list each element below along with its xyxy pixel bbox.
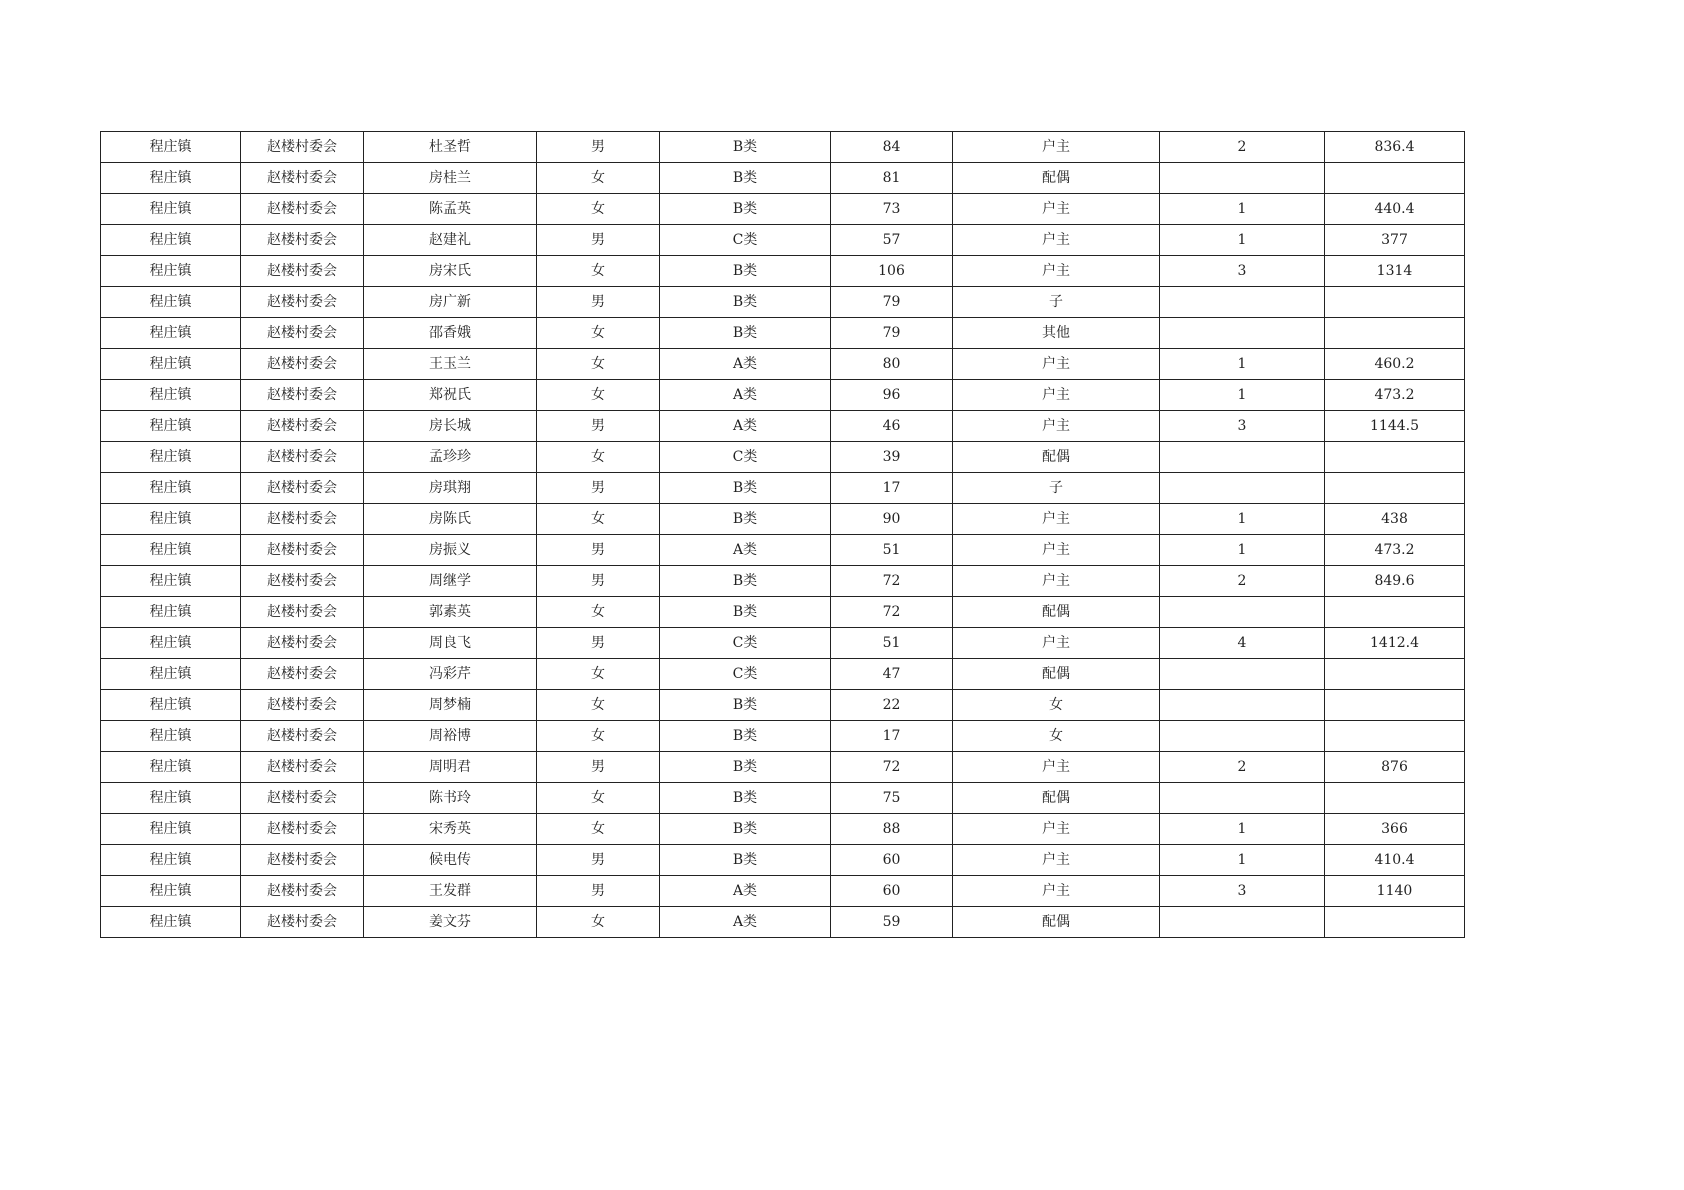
age-cell: 39 [831, 442, 953, 473]
household-size-cell: 3 [1160, 876, 1325, 907]
town-cell: 程庄镇 [101, 194, 241, 225]
household-size-cell: 2 [1160, 752, 1325, 783]
name-cell: 房陈氏 [364, 504, 537, 535]
village-cell: 赵楼村委会 [241, 318, 364, 349]
table-row [101, 473, 1465, 504]
gender-cell: 女 [537, 907, 660, 938]
table-row [101, 256, 1465, 287]
table-body [101, 132, 1465, 938]
gender-cell: 男 [537, 628, 660, 659]
amount-cell: 410.4 [1325, 845, 1465, 876]
village-cell: 赵楼村委会 [241, 814, 364, 845]
amount-cell [1325, 163, 1465, 194]
name-cell: 房桂兰 [364, 163, 537, 194]
household-size-cell: 3 [1160, 411, 1325, 442]
relation-cell: 配偶 [953, 442, 1160, 473]
category-cell: C类 [660, 442, 831, 473]
name-cell: 周梦楠 [364, 690, 537, 721]
town-cell: 程庄镇 [101, 814, 241, 845]
village-cell: 赵楼村委会 [241, 566, 364, 597]
household-size-cell: 1 [1160, 535, 1325, 566]
gender-cell: 女 [537, 163, 660, 194]
amount-cell: 438 [1325, 504, 1465, 535]
age-cell: 79 [831, 318, 953, 349]
relation-cell: 户主 [953, 349, 1160, 380]
age-cell: 22 [831, 690, 953, 721]
amount-cell [1325, 690, 1465, 721]
relation-cell: 户主 [953, 225, 1160, 256]
table-row [101, 566, 1465, 597]
amount-cell: 1144.5 [1325, 411, 1465, 442]
village-cell: 赵楼村委会 [241, 380, 364, 411]
name-cell: 杜圣哲 [364, 132, 537, 163]
town-cell: 程庄镇 [101, 690, 241, 721]
relation-cell: 户主 [953, 628, 1160, 659]
age-cell: 17 [831, 473, 953, 504]
village-cell: 赵楼村委会 [241, 256, 364, 287]
beneficiary-table [100, 131, 1465, 938]
age-cell: 46 [831, 411, 953, 442]
town-cell: 程庄镇 [101, 411, 241, 442]
household-size-cell [1160, 318, 1325, 349]
household-size-cell: 1 [1160, 380, 1325, 411]
gender-cell: 女 [537, 783, 660, 814]
age-cell: 72 [831, 597, 953, 628]
name-cell: 房琪翔 [364, 473, 537, 504]
amount-cell: 1314 [1325, 256, 1465, 287]
category-cell: C类 [660, 628, 831, 659]
village-cell: 赵楼村委会 [241, 287, 364, 318]
name-cell: 宋秀英 [364, 814, 537, 845]
town-cell: 程庄镇 [101, 318, 241, 349]
relation-cell: 户主 [953, 845, 1160, 876]
name-cell: 王玉兰 [364, 349, 537, 380]
age-cell: 106 [831, 256, 953, 287]
town-cell: 程庄镇 [101, 225, 241, 256]
table-row [101, 380, 1465, 411]
age-cell: 72 [831, 752, 953, 783]
category-cell: B类 [660, 690, 831, 721]
household-size-cell [1160, 690, 1325, 721]
amount-cell [1325, 783, 1465, 814]
name-cell: 姜文芬 [364, 907, 537, 938]
household-size-cell [1160, 659, 1325, 690]
relation-cell: 户主 [953, 535, 1160, 566]
table-row [101, 597, 1465, 628]
town-cell: 程庄镇 [101, 473, 241, 504]
name-cell: 王发群 [364, 876, 537, 907]
amount-cell [1325, 659, 1465, 690]
town-cell: 程庄镇 [101, 256, 241, 287]
village-cell: 赵楼村委会 [241, 628, 364, 659]
village-cell: 赵楼村委会 [241, 411, 364, 442]
relation-cell: 户主 [953, 132, 1160, 163]
age-cell: 57 [831, 225, 953, 256]
village-cell: 赵楼村委会 [241, 194, 364, 225]
relation-cell: 户主 [953, 504, 1160, 535]
household-size-cell: 2 [1160, 566, 1325, 597]
category-cell: A类 [660, 411, 831, 442]
gender-cell: 男 [537, 876, 660, 907]
household-size-cell [1160, 721, 1325, 752]
table-row [101, 349, 1465, 380]
amount-cell [1325, 442, 1465, 473]
amount-cell: 460.2 [1325, 349, 1465, 380]
amount-cell: 876 [1325, 752, 1465, 783]
name-cell: 房长城 [364, 411, 537, 442]
gender-cell: 女 [537, 690, 660, 721]
category-cell: B类 [660, 845, 831, 876]
town-cell: 程庄镇 [101, 783, 241, 814]
name-cell: 周裕博 [364, 721, 537, 752]
household-size-cell [1160, 473, 1325, 504]
table-row [101, 907, 1465, 938]
village-cell: 赵楼村委会 [241, 349, 364, 380]
household-size-cell: 1 [1160, 194, 1325, 225]
age-cell: 81 [831, 163, 953, 194]
age-cell: 17 [831, 721, 953, 752]
age-cell: 51 [831, 628, 953, 659]
name-cell: 冯彩芹 [364, 659, 537, 690]
relation-cell: 女 [953, 721, 1160, 752]
category-cell: B类 [660, 256, 831, 287]
village-cell: 赵楼村委会 [241, 907, 364, 938]
gender-cell: 女 [537, 721, 660, 752]
household-size-cell: 1 [1160, 814, 1325, 845]
town-cell: 程庄镇 [101, 535, 241, 566]
village-cell: 赵楼村委会 [241, 535, 364, 566]
relation-cell: 户主 [953, 876, 1160, 907]
category-cell: B类 [660, 504, 831, 535]
town-cell: 程庄镇 [101, 380, 241, 411]
table-row [101, 783, 1465, 814]
town-cell: 程庄镇 [101, 907, 241, 938]
village-cell: 赵楼村委会 [241, 132, 364, 163]
category-cell: C类 [660, 225, 831, 256]
table-row [101, 876, 1465, 907]
town-cell: 程庄镇 [101, 721, 241, 752]
name-cell: 郭素英 [364, 597, 537, 628]
village-cell: 赵楼村委会 [241, 597, 364, 628]
amount-cell: 440.4 [1325, 194, 1465, 225]
town-cell: 程庄镇 [101, 163, 241, 194]
village-cell: 赵楼村委会 [241, 504, 364, 535]
table-row [101, 535, 1465, 566]
relation-cell: 户主 [953, 566, 1160, 597]
gender-cell: 女 [537, 380, 660, 411]
relation-cell: 户主 [953, 194, 1160, 225]
age-cell: 75 [831, 783, 953, 814]
gender-cell: 女 [537, 814, 660, 845]
category-cell: B类 [660, 473, 831, 504]
table-row [101, 690, 1465, 721]
age-cell: 72 [831, 566, 953, 597]
table-row [101, 225, 1465, 256]
town-cell: 程庄镇 [101, 566, 241, 597]
household-size-cell: 3 [1160, 256, 1325, 287]
age-cell: 51 [831, 535, 953, 566]
gender-cell: 女 [537, 318, 660, 349]
village-cell: 赵楼村委会 [241, 721, 364, 752]
village-cell: 赵楼村委会 [241, 845, 364, 876]
table-row [101, 442, 1465, 473]
household-size-cell: 2 [1160, 132, 1325, 163]
name-cell: 赵建礼 [364, 225, 537, 256]
category-cell: B类 [660, 814, 831, 845]
table-row [101, 194, 1465, 225]
name-cell: 郑祝氏 [364, 380, 537, 411]
amount-cell: 377 [1325, 225, 1465, 256]
relation-cell: 配偶 [953, 659, 1160, 690]
household-size-cell: 4 [1160, 628, 1325, 659]
age-cell: 96 [831, 380, 953, 411]
category-cell: B类 [660, 721, 831, 752]
table-row [101, 132, 1465, 163]
name-cell: 陈孟英 [364, 194, 537, 225]
relation-cell: 子 [953, 287, 1160, 318]
category-cell: B类 [660, 597, 831, 628]
table-row [101, 504, 1465, 535]
gender-cell: 男 [537, 473, 660, 504]
table-row [101, 814, 1465, 845]
gender-cell: 女 [537, 442, 660, 473]
household-size-cell: 1 [1160, 349, 1325, 380]
relation-cell: 配偶 [953, 907, 1160, 938]
category-cell: B类 [660, 132, 831, 163]
household-size-cell [1160, 442, 1325, 473]
gender-cell: 男 [537, 535, 660, 566]
village-cell: 赵楼村委会 [241, 225, 364, 256]
relation-cell: 户主 [953, 380, 1160, 411]
name-cell: 周继学 [364, 566, 537, 597]
amount-cell: 366 [1325, 814, 1465, 845]
relation-cell: 户主 [953, 256, 1160, 287]
relation-cell: 配偶 [953, 597, 1160, 628]
name-cell: 房振义 [364, 535, 537, 566]
town-cell: 程庄镇 [101, 287, 241, 318]
village-cell: 赵楼村委会 [241, 659, 364, 690]
age-cell: 80 [831, 349, 953, 380]
amount-cell [1325, 473, 1465, 504]
gender-cell: 男 [537, 566, 660, 597]
relation-cell: 其他 [953, 318, 1160, 349]
town-cell: 程庄镇 [101, 628, 241, 659]
amount-cell: 849.6 [1325, 566, 1465, 597]
age-cell: 79 [831, 287, 953, 318]
table-row [101, 721, 1465, 752]
name-cell: 孟珍珍 [364, 442, 537, 473]
amount-cell: 836.4 [1325, 132, 1465, 163]
name-cell: 周明君 [364, 752, 537, 783]
amount-cell: 1140 [1325, 876, 1465, 907]
table-row [101, 411, 1465, 442]
table-row [101, 287, 1465, 318]
relation-cell: 女 [953, 690, 1160, 721]
amount-cell: 473.2 [1325, 380, 1465, 411]
gender-cell: 男 [537, 845, 660, 876]
gender-cell: 男 [537, 752, 660, 783]
amount-cell [1325, 907, 1465, 938]
age-cell: 47 [831, 659, 953, 690]
name-cell: 邵香娥 [364, 318, 537, 349]
relation-cell: 子 [953, 473, 1160, 504]
amount-cell [1325, 721, 1465, 752]
category-cell: A类 [660, 907, 831, 938]
relation-cell: 户主 [953, 814, 1160, 845]
gender-cell: 女 [537, 349, 660, 380]
gender-cell: 女 [537, 194, 660, 225]
household-size-cell: 1 [1160, 845, 1325, 876]
category-cell: B类 [660, 783, 831, 814]
category-cell: A类 [660, 535, 831, 566]
gender-cell: 女 [537, 659, 660, 690]
village-cell: 赵楼村委会 [241, 876, 364, 907]
town-cell: 程庄镇 [101, 752, 241, 783]
amount-cell [1325, 287, 1465, 318]
age-cell: 59 [831, 907, 953, 938]
category-cell: A类 [660, 380, 831, 411]
category-cell: C类 [660, 659, 831, 690]
village-cell: 赵楼村委会 [241, 752, 364, 783]
village-cell: 赵楼村委会 [241, 163, 364, 194]
name-cell: 候电传 [364, 845, 537, 876]
age-cell: 88 [831, 814, 953, 845]
household-size-cell: 1 [1160, 504, 1325, 535]
relation-cell: 配偶 [953, 783, 1160, 814]
gender-cell: 女 [537, 256, 660, 287]
category-cell: B类 [660, 194, 831, 225]
age-cell: 90 [831, 504, 953, 535]
table-row [101, 659, 1465, 690]
amount-cell: 1412.4 [1325, 628, 1465, 659]
town-cell: 程庄镇 [101, 659, 241, 690]
town-cell: 程庄镇 [101, 349, 241, 380]
gender-cell: 男 [537, 132, 660, 163]
table-row [101, 318, 1465, 349]
name-cell: 陈书玲 [364, 783, 537, 814]
age-cell: 73 [831, 194, 953, 225]
relation-cell: 户主 [953, 411, 1160, 442]
relation-cell: 户主 [953, 752, 1160, 783]
household-size-cell: 1 [1160, 225, 1325, 256]
table-row [101, 845, 1465, 876]
town-cell: 程庄镇 [101, 876, 241, 907]
relation-cell: 配偶 [953, 163, 1160, 194]
village-cell: 赵楼村委会 [241, 442, 364, 473]
category-cell: B类 [660, 163, 831, 194]
town-cell: 程庄镇 [101, 442, 241, 473]
amount-cell [1325, 318, 1465, 349]
household-size-cell [1160, 597, 1325, 628]
gender-cell: 男 [537, 225, 660, 256]
age-cell: 60 [831, 876, 953, 907]
gender-cell: 男 [537, 411, 660, 442]
age-cell: 60 [831, 845, 953, 876]
town-cell: 程庄镇 [101, 132, 241, 163]
category-cell: B类 [660, 318, 831, 349]
table-row [101, 752, 1465, 783]
name-cell: 房广新 [364, 287, 537, 318]
category-cell: B类 [660, 752, 831, 783]
amount-cell [1325, 597, 1465, 628]
household-size-cell [1160, 783, 1325, 814]
name-cell: 周良飞 [364, 628, 537, 659]
category-cell: A类 [660, 876, 831, 907]
category-cell: B类 [660, 287, 831, 318]
amount-cell: 473.2 [1325, 535, 1465, 566]
household-size-cell [1160, 907, 1325, 938]
household-size-cell [1160, 287, 1325, 318]
gender-cell: 女 [537, 504, 660, 535]
table-row [101, 163, 1465, 194]
gender-cell: 男 [537, 287, 660, 318]
name-cell: 房宋氏 [364, 256, 537, 287]
village-cell: 赵楼村委会 [241, 690, 364, 721]
table-row [101, 628, 1465, 659]
town-cell: 程庄镇 [101, 845, 241, 876]
village-cell: 赵楼村委会 [241, 783, 364, 814]
gender-cell: 女 [537, 597, 660, 628]
town-cell: 程庄镇 [101, 504, 241, 535]
village-cell: 赵楼村委会 [241, 473, 364, 504]
household-size-cell [1160, 163, 1325, 194]
category-cell: B类 [660, 566, 831, 597]
category-cell: A类 [660, 349, 831, 380]
town-cell: 程庄镇 [101, 597, 241, 628]
age-cell: 84 [831, 132, 953, 163]
